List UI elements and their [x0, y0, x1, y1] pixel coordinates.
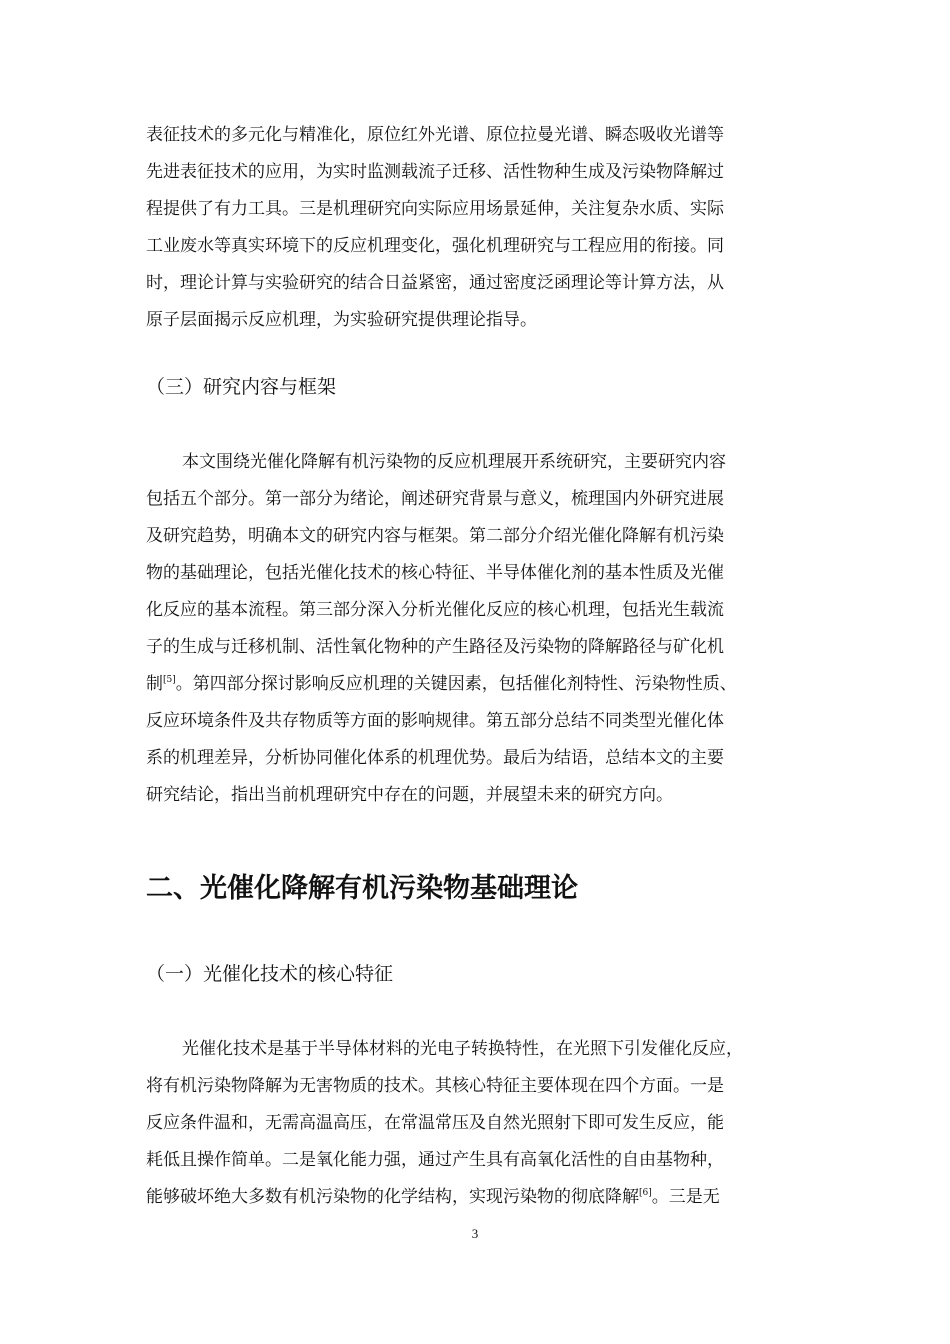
text-line: 反应环境条件及共存物质等方面的影响规律。第五部分总结不同类型光催化体	[146, 711, 724, 731]
text-line: 研究结论，指出当前机理研究中存在的问题，并展望未来的研究方向。	[146, 785, 673, 805]
text-line: 将有机污染物降解为无害物质的技术。其核心特征主要体现在四个方面。一是	[146, 1076, 724, 1096]
citation-ref: [6]	[639, 1188, 652, 1198]
paragraph-research-content	[146, 444, 806, 814]
text-line	[146, 1179, 806, 1216]
paragraph-research-trends	[146, 117, 806, 339]
text-fragment: 。三是无	[651, 1187, 720, 1207]
page-number: 3	[471, 1226, 479, 1241]
section-heading-research-content: （三）研究内容与框架	[146, 376, 337, 398]
text-line: 工业废水等真实环境下的反应机理变化，强化机理研究与工程应用的衔接。同	[146, 236, 724, 256]
paragraph-core-features	[146, 1031, 806, 1216]
text-line: 原子层面揭示反应机理，为实验研究提供理论指导。	[146, 310, 537, 330]
text-line: 及研究趋势，明确本文的研究内容与框架。第二部分介绍光催化降解有机污染	[146, 526, 724, 546]
text-fragment: 。第四部分探讨影响反应机理的关键因素，包括催化剂特性、污染物性质、	[175, 674, 737, 694]
text-line: 耗低且操作简单。二是氧化能力强，通过产生具有高氧化活性的自由基物种，	[146, 1150, 724, 1170]
text-line: 系的机理差异，分析协同催化体系的机理优势。最后为结语，总结本文的主要	[146, 748, 724, 768]
text-line: 物的基础理论，包括光催化技术的核心特征、半导体催化剂的基本性质及光催	[146, 563, 724, 583]
text-fragment: 制	[146, 674, 163, 694]
text-line: 时，理论计算与实验研究的结合日益紧密，通过密度泛函理论等计算方法，从	[146, 273, 724, 293]
text-line: 本文围绕光催化降解有机污染物的反应机理展开系统研究，主要研究内容	[182, 452, 726, 472]
citation-ref: [5]	[163, 675, 176, 685]
text-line: 先进表征技术的应用，为实时监测载流子迁移、活性物种生成及污染物降解过	[146, 162, 724, 182]
text-line: 子的生成与迁移机制、活性氧化物种的产生路径及污染物的降解路径与矿化机	[146, 637, 724, 657]
text-line: 反应条件温和，无需高温高压，在常温常压及自然光照射下即可发生反应，能	[146, 1113, 724, 1133]
text-fragment: 能够破坏绝大多数有机污染物的化学结构，实现污染物的彻底降解	[146, 1187, 639, 1207]
text-line	[146, 666, 806, 703]
text-line: 表征技术的多元化与精准化，原位红外光谱、原位拉曼光谱、瞬态吸收光谱等	[146, 125, 724, 145]
text-line: 化反应的基本流程。第三部分深入分析光催化反应的核心机理，包括光生载流	[146, 600, 724, 620]
text-line: 包括五个部分。第一部分为绪论，阐述研究背景与意义，梳理国内外研究进展	[146, 489, 724, 509]
section-heading-core-features: （一）光催化技术的核心特征	[146, 963, 394, 985]
chapter-heading: 二、光催化降解有机污染物基础理论	[146, 873, 578, 904]
text-line: 光催化技术是基于半导体材料的光电子转换特性，在光照下引发催化反应，	[182, 1039, 743, 1059]
text-line: 程提供了有力工具。三是机理研究向实际应用场景延伸，关注复杂水质、实际	[146, 199, 724, 219]
